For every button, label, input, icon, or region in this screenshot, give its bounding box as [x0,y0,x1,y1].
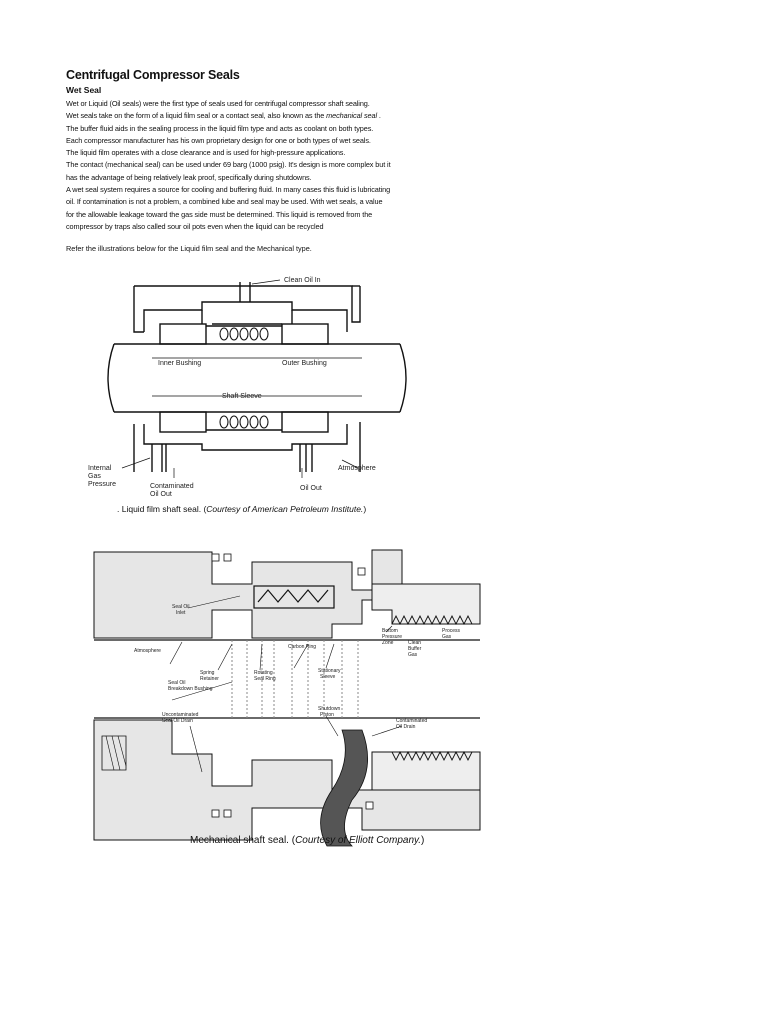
label-contaminated-2: Contaminated [396,718,428,724]
label-inlet: Inlet [176,610,186,616]
label-oil-out: Oil Out [300,485,322,492]
label-buffer: Buffer [408,646,422,652]
paragraph-line: The contact (mechanical seal) can be used under 69 barg (1000 psig). It's design is more complex but it [66,160,391,170]
label-internal: Internal [88,465,112,472]
label-breakdown-bushing: Breakdown Bushing [168,686,213,692]
figure2-caption-prefix: Mechanical shaft seal. ( [190,835,296,846]
document-title: Centrifugal Compressor Seals [66,68,240,82]
label-gas-2: Gas [408,652,418,658]
paragraph-line: Wet or Liquid (Oil seals) were the first type of seals used for centrifugal compressor shaft sealing. [66,99,370,108]
paragraph-line: oil. If contamination is not a problem, a combined lube and seal may be used. With wet seals, a value [66,197,383,207]
label-shutdown: Shutdown [318,706,341,712]
figure2-caption-credit: Courtesy of Elliott Company. [295,835,422,846]
label-process: Process [442,628,461,634]
paragraph-line: Each compressor manufacturer has his own proprietary design for one or both types of wet seals. [66,135,371,145]
label-atmosphere: Atmosphere [338,465,376,472]
label-oil-drain: Oil Drain [396,724,416,730]
label-spring: Spring [200,670,215,676]
label-outer-bushing: Outer Bushing [282,360,327,367]
paragraph-line-mechanical: Wet seals take on the form of a liquid film seal or a contact seal, also known as the mechanical seal . [66,111,381,121]
label-shaft-sleeve: Shaft Sleeve [222,393,262,400]
label-contaminated: Contaminated [150,483,194,490]
label-pressure: Pressure [88,481,117,488]
label-uncontaminated: Uncontaminated [162,712,199,718]
paragraph-line: The buffer fluid aids in the sealing process in the liquid film type and acts as coolant on both types. [66,123,374,133]
label-clean: Clean [408,640,422,646]
label-clean-oil-in: Clean Oil In [284,277,321,284]
label-seal-oil-drain: Seal Oil Drain [162,718,193,724]
label-seal-oil: Seal Oil [172,604,190,610]
figure1-caption-prefix: . Liquid film shaft seal. ( [117,504,207,514]
label-seal-ring: Seal Ring [254,676,276,682]
figure2-caption [190,835,424,846]
paragraph-line: A wet seal system requires a source for cooling and buffering fluid. In many cases this fluid is lubricating [66,185,391,195]
label-stationary: Stationary [318,668,341,674]
paragraph-line: compressor by traps also called sour oil pots even when the liquid can be recycled [66,221,324,231]
label-seal-oil-2: Seal Oil [168,680,186,686]
label-retainer: Retainer [200,676,219,682]
liquid-film-seal-diagram [62,272,462,528]
figure1-caption-credit: Courtesy of American Petroleum Institute. [206,504,364,514]
label-piston: Piston [320,712,334,718]
section-subheading: Wet Seal [66,85,102,95]
label-rotating: Rotating [254,670,273,676]
label-sleeve: Sleeve [320,674,336,680]
label-carbon-ring: Carbon Ring [288,644,317,650]
label-atmosphere-2: Atmosphere [134,648,161,654]
paragraph-line: The liquid film operates with a close clearance and is used for high-pressure applications. [66,148,346,158]
paragraph-line: has the advantage of being relatively leak proof, specifically during shutdowns. [66,172,312,182]
label-bottom: Bottom [382,628,398,634]
figure1-caption [117,504,366,514]
mechanical-seal-diagram [62,540,494,850]
label-zone: Zone [382,640,394,646]
figure2-caption-suffix: ) [421,835,425,846]
body-paragraph [66,98,466,233]
label-pressure-2: Pressure [382,634,403,640]
label-contaminated-oil-out: Oil Out [150,491,172,498]
label-process-gas: Gas [442,634,452,640]
refer-illustrations-text: Refer the illustrations below for the Liquid film seal and the Mechanical type. [66,244,312,253]
paragraph-line: for the allowable leakage toward the gas side must be determined. This liquid is removed from the [66,209,373,219]
label-gas: Gas [88,473,101,480]
figure1-caption-suffix: ) [363,504,367,514]
mechanical-seal-emphasis: mechanical seal [326,111,377,121]
label-inner-bushing: Inner Bushing [158,360,202,367]
